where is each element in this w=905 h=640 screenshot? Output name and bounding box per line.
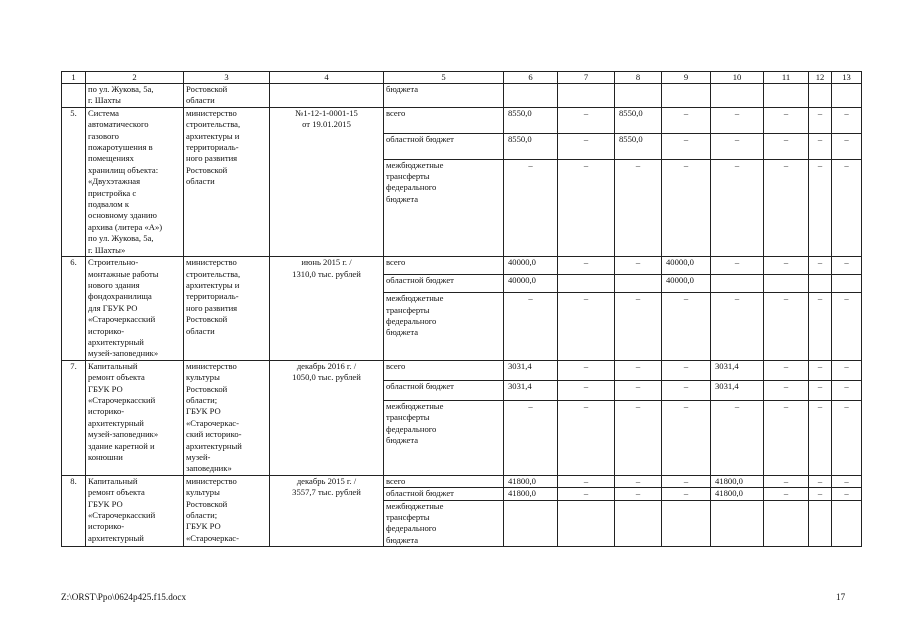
project-name: Капитальный ремонт объекта ГБУК РО «Старочеркасский историко- архитектурный музей-заповедник» здание каретной и конюшни xyxy=(86,360,184,475)
amount-cell: – xyxy=(832,159,862,256)
funding-source: всего xyxy=(384,257,504,275)
amount-cell: – xyxy=(558,380,615,400)
amount-cell: – xyxy=(615,360,662,380)
amount-cell: 3031,4 xyxy=(504,380,558,400)
amount-cell xyxy=(615,500,662,547)
amount-cell: – xyxy=(832,488,862,500)
column-number: 3 xyxy=(184,72,270,84)
amount-cell: – xyxy=(764,159,809,256)
amount-cell xyxy=(832,275,862,293)
amount-cell: – xyxy=(764,400,809,475)
document-ref: декабрь 2016 г. / 1050,0 тыс. рублей xyxy=(270,360,384,475)
document-ref: июнь 2015 г. / 1310,0 тыс. рублей xyxy=(270,257,384,361)
amount-cell: – xyxy=(764,293,809,361)
amount-cell xyxy=(662,500,711,547)
row-number: 8. xyxy=(62,475,86,546)
amount-cell: – xyxy=(662,360,711,380)
amount-cell: 8550,0 xyxy=(615,133,662,159)
amount-cell: – xyxy=(832,360,862,380)
amount-cell: – xyxy=(809,257,832,275)
amount-cell: – xyxy=(711,400,764,475)
amount-cell xyxy=(764,84,809,108)
amount-cell xyxy=(615,84,662,108)
amount-cell xyxy=(711,500,764,547)
amount-cell: 41800,0 xyxy=(711,488,764,500)
amount-cell: – xyxy=(504,293,558,361)
amount-cell: – xyxy=(832,475,862,487)
amount-cell: – xyxy=(809,159,832,256)
amount-cell: – xyxy=(558,400,615,475)
amount-cell: 40000,0 xyxy=(504,257,558,275)
column-number: 5 xyxy=(384,72,504,84)
amount-cell: – xyxy=(809,400,832,475)
funding-source: межбюджетные трансферты федерального бюджета xyxy=(384,159,504,256)
amount-cell: – xyxy=(662,293,711,361)
amount-cell xyxy=(832,500,862,547)
amount-cell: – xyxy=(809,380,832,400)
amount-cell: – xyxy=(615,475,662,487)
amount-cell: – xyxy=(662,475,711,487)
amount-cell: – xyxy=(809,293,832,361)
amount-cell xyxy=(504,500,558,547)
amount-cell xyxy=(711,84,764,108)
project-name: Строительно- монтажные работы нового здания фондохранилища для ГБУК РО «Старочеркасский историко- архитектурный музей-заповедник» xyxy=(86,257,184,361)
amount-cell: – xyxy=(615,257,662,275)
project-name: по ул. Жукова, 5а, г. Шахты xyxy=(86,84,184,108)
page-number: 17 xyxy=(836,592,846,602)
funding-source: всего xyxy=(384,107,504,133)
column-number: 11 xyxy=(764,72,809,84)
amount-cell: 40000,0 xyxy=(662,257,711,275)
amount-cell: – xyxy=(711,159,764,256)
amount-cell xyxy=(809,500,832,547)
amount-cell xyxy=(504,84,558,108)
amount-cell: – xyxy=(558,159,615,256)
funding-source: областной бюджет xyxy=(384,133,504,159)
amount-cell: – xyxy=(615,380,662,400)
amount-cell: 40000,0 xyxy=(504,275,558,293)
document-ref xyxy=(270,84,384,108)
amount-cell: – xyxy=(832,293,862,361)
amount-cell: – xyxy=(662,133,711,159)
amount-cell xyxy=(558,500,615,547)
column-number: 7 xyxy=(558,72,615,84)
funding-source: областной бюджет xyxy=(384,488,504,500)
column-number: 8 xyxy=(615,72,662,84)
program-table xyxy=(61,71,862,547)
amount-cell: – xyxy=(711,293,764,361)
amount-cell: – xyxy=(809,133,832,159)
amount-cell: – xyxy=(615,400,662,475)
document-ref: декабрь 2015 г. / 3557,7 тыс. рублей xyxy=(270,475,384,546)
row-number: 6. xyxy=(62,257,86,361)
column-number: 2 xyxy=(86,72,184,84)
amount-cell: – xyxy=(615,488,662,500)
amount-cell: 41800,0 xyxy=(504,475,558,487)
funding-source: межбюджетные трансферты федерального бюджета xyxy=(384,500,504,547)
amount-cell: – xyxy=(764,488,809,500)
amount-cell: – xyxy=(558,293,615,361)
amount-cell: – xyxy=(764,360,809,380)
amount-cell xyxy=(764,275,809,293)
amount-cell xyxy=(558,275,615,293)
column-number: 4 xyxy=(270,72,384,84)
file-path: Z:\ORST\Ppo\0624p425.f15.docx xyxy=(61,592,187,602)
responsible-party: министерство культуры Ростовской области; ГБУК РО «Старочеркас- xyxy=(184,475,270,546)
amount-cell xyxy=(809,275,832,293)
amount-cell: – xyxy=(662,159,711,256)
amount-cell: – xyxy=(558,107,615,133)
amount-cell: – xyxy=(662,488,711,500)
amount-cell: – xyxy=(504,400,558,475)
row-number xyxy=(62,84,86,108)
amount-cell: – xyxy=(809,107,832,133)
amount-cell: – xyxy=(764,257,809,275)
row-number: 5. xyxy=(62,107,86,256)
table-row xyxy=(62,107,862,133)
amount-cell: – xyxy=(615,293,662,361)
column-number: 9 xyxy=(662,72,711,84)
column-number: 10 xyxy=(711,72,764,84)
amount-cell: – xyxy=(809,475,832,487)
amount-cell: 8550,0 xyxy=(504,107,558,133)
amount-cell: – xyxy=(809,360,832,380)
column-number: 13 xyxy=(832,72,862,84)
amount-cell: – xyxy=(558,488,615,500)
table-row xyxy=(62,360,862,380)
funding-source: всего xyxy=(384,475,504,487)
amount-cell: 8550,0 xyxy=(615,107,662,133)
project-name: Система автоматического газового пожаротушения в помещениях хранилищ объекта: «Двухэтажная пристройка с подвалом к основному зданию архива (литера «А») по ул. Жукова, 5а, г. Шахты» xyxy=(86,107,184,256)
amount-cell: – xyxy=(764,380,809,400)
amount-cell: – xyxy=(662,107,711,133)
amount-cell: – xyxy=(711,257,764,275)
amount-cell xyxy=(711,275,764,293)
amount-cell: 41800,0 xyxy=(504,488,558,500)
amount-cell xyxy=(809,84,832,108)
funding-source: межбюджетные трансферты федерального бюджета xyxy=(384,400,504,475)
amount-cell xyxy=(558,84,615,108)
amount-cell: – xyxy=(764,107,809,133)
document-ref: №1-12-1-0001-15 от 19.01.2015 xyxy=(270,107,384,256)
funding-source: бюджета xyxy=(384,84,504,108)
funding-source: всего xyxy=(384,360,504,380)
funding-source: межбюджетные трансферты федерального бюджета xyxy=(384,293,504,361)
amount-cell: 8550,0 xyxy=(504,133,558,159)
responsible-party: министерство культуры Ростовской области; ГБУК РО «Старочеркас- ский историко- архитектурный музей- заповедник» xyxy=(184,360,270,475)
amount-cell: – xyxy=(832,400,862,475)
amount-cell: 3031,4 xyxy=(504,360,558,380)
amount-cell: – xyxy=(711,133,764,159)
amount-cell: – xyxy=(832,107,862,133)
amount-cell: – xyxy=(558,133,615,159)
amount-cell: – xyxy=(558,360,615,380)
amount-cell: – xyxy=(764,133,809,159)
amount-cell xyxy=(832,84,862,108)
amount-cell: 3031,4 xyxy=(711,360,764,380)
amount-cell: – xyxy=(504,159,558,256)
amount-cell: 41800,0 xyxy=(711,475,764,487)
amount-cell: – xyxy=(711,107,764,133)
column-number: 12 xyxy=(809,72,832,84)
table-row xyxy=(62,475,862,487)
amount-cell: 3031,4 xyxy=(711,380,764,400)
amount-cell: – xyxy=(662,380,711,400)
amount-cell xyxy=(615,275,662,293)
column-number: 6 xyxy=(504,72,558,84)
column-number: 1 xyxy=(62,72,86,84)
funding-source: областной бюджет xyxy=(384,275,504,293)
amount-cell: – xyxy=(809,488,832,500)
row-number: 7. xyxy=(62,360,86,475)
responsible-party: министерство строительства, архитектуры и территориаль- ного развития Ростовской области xyxy=(184,257,270,361)
amount-cell: – xyxy=(832,257,862,275)
amount-cell: – xyxy=(615,159,662,256)
amount-cell: – xyxy=(832,133,862,159)
amount-cell: – xyxy=(662,400,711,475)
amount-cell: – xyxy=(558,475,615,487)
funding-source: областной бюджет xyxy=(384,380,504,400)
amount-cell: – xyxy=(764,475,809,487)
amount-cell: – xyxy=(558,257,615,275)
amount-cell: – xyxy=(832,380,862,400)
amount-cell: 40000,0 xyxy=(662,275,711,293)
amount-cell xyxy=(764,500,809,547)
amount-cell xyxy=(662,84,711,108)
header-row xyxy=(62,72,862,84)
responsible-party: министерство строительства, архитектуры и территориаль- ного развития Ростовской области xyxy=(184,107,270,256)
responsible-party: Ростовской области xyxy=(184,84,270,108)
project-name: Капитальный ремонт объекта ГБУК РО «Старочеркасский историко- архитектурный xyxy=(86,475,184,546)
table-row xyxy=(62,84,862,108)
table-row xyxy=(62,257,862,275)
